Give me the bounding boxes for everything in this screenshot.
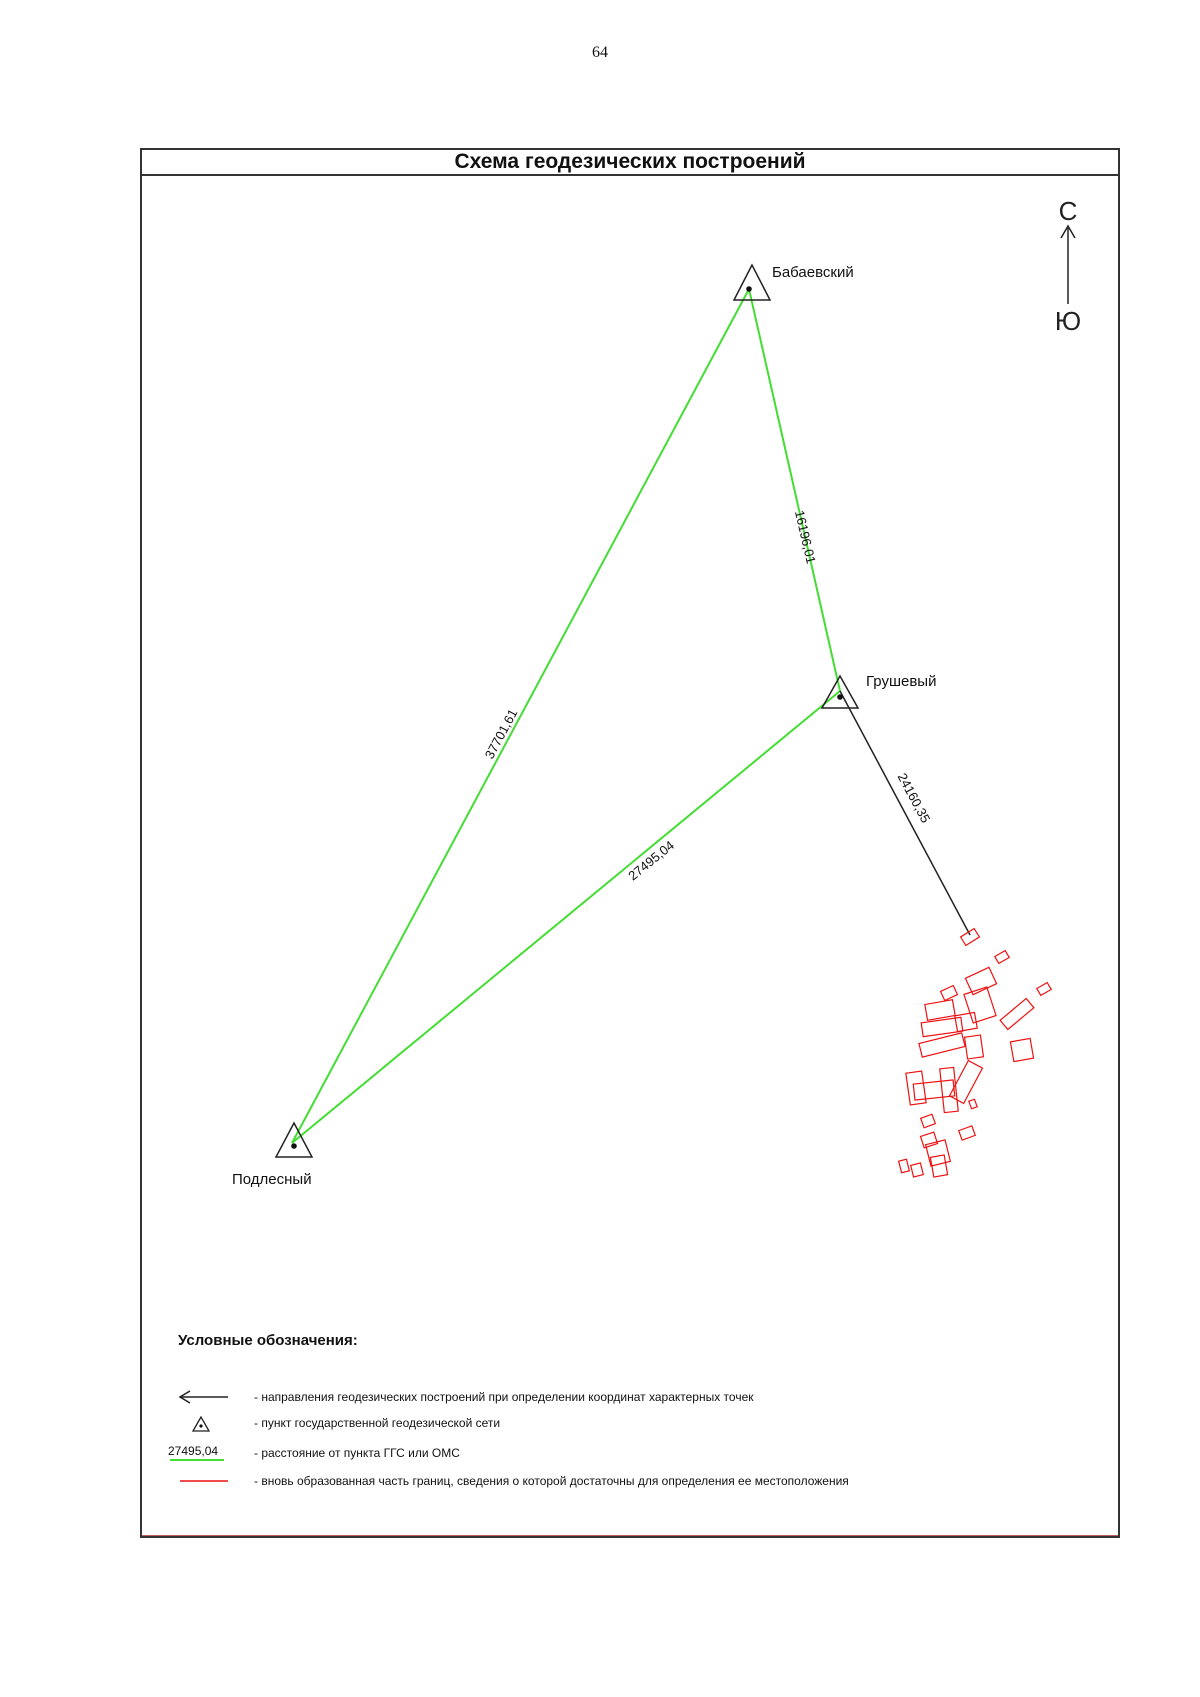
parcel [911, 1163, 924, 1177]
network-lines [292, 289, 840, 1143]
point-label-grushevy: Грушевый [866, 673, 937, 690]
ggs-point-icon [168, 1412, 230, 1434]
parcel [941, 986, 958, 1001]
parcel [965, 1035, 984, 1059]
parcel [920, 1132, 937, 1148]
parcel [965, 967, 996, 994]
legend-item-label: - расстояние от пункта ГГС или ОМС [254, 1446, 460, 1460]
parcel [899, 1159, 910, 1173]
distance-label-babaevsky-podlesny: 37701,61 [481, 706, 521, 762]
legend-item-label: - вновь образованная часть границ, сведения о которой достаточны для определения ее местоположения [254, 1474, 849, 1488]
parcel [1000, 998, 1034, 1029]
scheme-title: Схема геодезических построений [142, 150, 1118, 176]
point-label-podlesny: Подлесный [232, 1171, 312, 1188]
parcel [925, 1000, 955, 1021]
parcel [995, 951, 1009, 964]
line-babaevsky-podlesny [292, 289, 749, 1143]
parcel [950, 1061, 983, 1104]
parcel [913, 1080, 954, 1100]
compass-south-label: Ю [1054, 306, 1082, 336]
legend-item-label: - направления геодезических построений при определении координат характерных точек [254, 1390, 754, 1404]
parcel [940, 1067, 959, 1112]
legend-title: Условные обозначения: [178, 1332, 358, 1349]
parcel [1037, 983, 1051, 996]
distance-label-babaevsky-grushevy: 16196,01 [791, 508, 819, 566]
line-grushevy-podlesny [292, 691, 840, 1143]
parcel [964, 987, 996, 1023]
red-line-icon [168, 1470, 230, 1492]
point-label-babaevsky: Бабаевский [772, 264, 854, 281]
distance-label-grushevy-podlesny: 27495,04 [625, 837, 677, 884]
parcel [959, 1126, 976, 1140]
legend-item-label: - пункт государственной геодезической сети [254, 1416, 501, 1430]
arrow-icon [168, 1386, 230, 1408]
parcel [921, 1114, 936, 1128]
compass-north-label: С [1058, 196, 1078, 226]
parcel [969, 1099, 977, 1109]
ggs-point-podlesny [232, 1123, 312, 1188]
line-babaevsky-grushevy [749, 289, 840, 691]
ggs-point-babaevsky [734, 264, 854, 300]
parcel [1010, 1038, 1033, 1061]
compass [1055, 196, 1081, 336]
ggs-point-icon [734, 265, 770, 300]
new-boundary-parcels [899, 929, 1052, 1178]
page-number: 64 [592, 44, 608, 61]
green-underline-icon [168, 1442, 230, 1464]
parcel [955, 1012, 977, 1031]
distance-label-grushevy-parcel: 24160,35 [894, 770, 934, 826]
direction-line-to-parcel [840, 691, 970, 935]
parcel [961, 929, 980, 946]
distance-label-sample: 27495,04 [168, 1444, 219, 1458]
